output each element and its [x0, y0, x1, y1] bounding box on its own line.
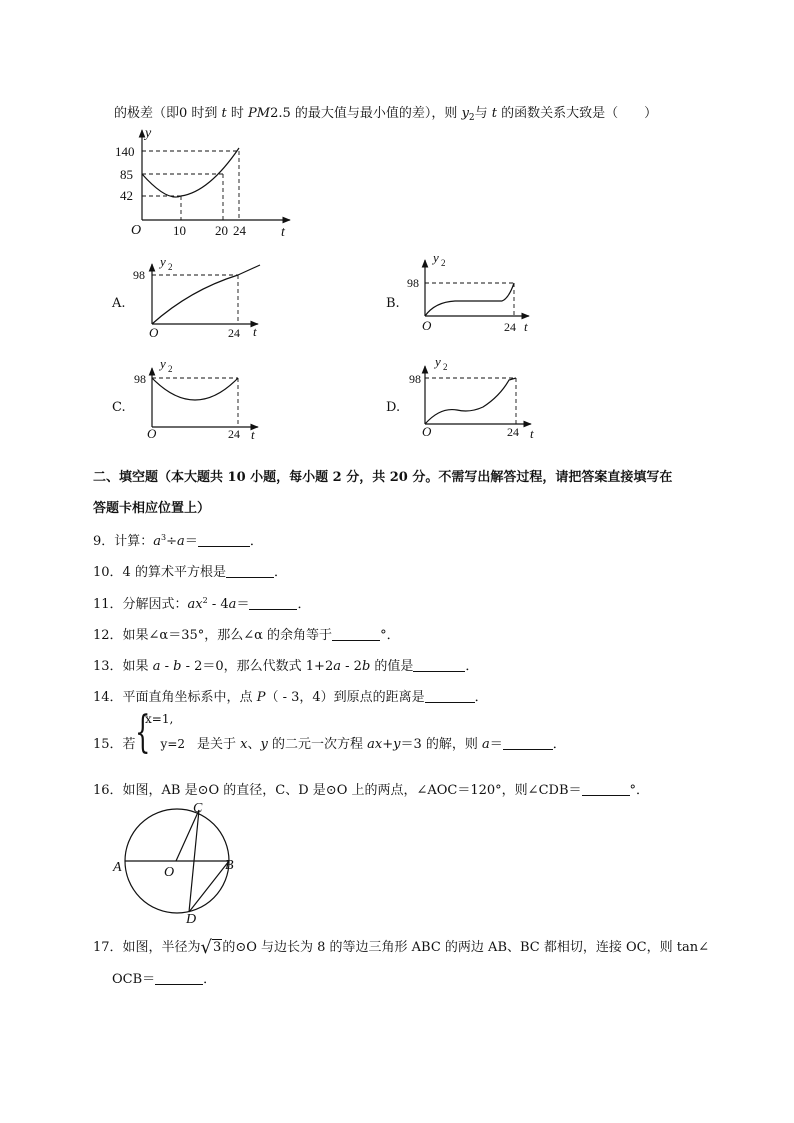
option-d-graph[interactable]	[405, 352, 545, 447]
question-15: 15．若 y=2 是关于 x、y 的二元一次方程 ax+y＝3 的解，则 a＝ ．	[93, 737, 566, 752]
y-axis-label: y	[145, 126, 152, 141]
x-tick-10: 10	[173, 223, 186, 238]
x-axis-label: t	[281, 225, 285, 240]
answer-blank-13[interactable]	[413, 659, 465, 672]
svg-text:y: y	[435, 354, 441, 369]
answer-blank-12[interactable]	[332, 628, 380, 641]
svg-text:2: 2	[168, 262, 173, 272]
question8-stem: 的极差（即0 时到 t 时 PM2.5 的最大值与最小值的差），则 $y_2$与 t 的函数关系大致是（ ）	[114, 106, 658, 123]
question-13: 13．如果 a - b - 2＝0，那么代数式 1+2a - 2b 的值是 ．	[93, 659, 479, 674]
question-10: 10．4 的算术平方根是 ．	[93, 565, 287, 580]
system-brace: {	[135, 707, 151, 758]
answer-blank-11[interactable]	[249, 597, 297, 610]
question-12: 12．如果∠α＝35°，那么∠α 的余角等于 °．	[93, 628, 400, 643]
section2-header-line1: 二、填空题（本大题共 10 小题，每小题 2 分，共 20 分。不需写出解答过程，请把答案直接填写在	[93, 470, 673, 485]
question-15-row1: x=1,	[145, 712, 174, 726]
svg-text:24: 24	[228, 427, 240, 441]
svg-text:2: 2	[443, 362, 448, 372]
svg-text:98: 98	[407, 276, 419, 290]
svg-text:O: O	[422, 424, 432, 439]
question-17-line2: OCB＝ ．	[112, 972, 217, 987]
point-a-label: A	[113, 860, 122, 875]
option-a-label[interactable]: A.	[112, 296, 126, 311]
circle-figure	[108, 798, 243, 928]
point-o-label: O	[164, 865, 175, 880]
option-a-graph[interactable]	[130, 250, 270, 345]
x-tick-20: 20	[215, 223, 228, 238]
option-c-label[interactable]: C.	[112, 400, 126, 415]
svg-text:t: t	[253, 324, 257, 339]
origin-label: O	[131, 223, 142, 238]
question-9: 9．计算：$a^3\div a=$ ．	[93, 533, 263, 549]
svg-text:98: 98	[409, 372, 421, 386]
main-curve	[142, 148, 239, 197]
question-16: 16．如图，AB 是⊙O 的直径，C、D 是⊙O 上的两点，∠AOC＝120°，则∠CDB＝ °．	[93, 783, 650, 798]
option-c-curve	[152, 378, 238, 400]
svg-text:2: 2	[441, 258, 446, 268]
question-14: 14．平面直角坐标系中，点 P（ - 3，4）到原点的距离是 ．	[93, 690, 488, 705]
answer-blank-17[interactable]	[155, 972, 203, 985]
svg-text:y: y	[160, 356, 166, 371]
y-tick-140: 140	[115, 144, 135, 159]
sqrt-symbol: √	[200, 937, 213, 958]
x-tick-24: 24	[233, 223, 246, 238]
svg-text:O: O	[422, 318, 432, 333]
option-d-curve	[425, 378, 516, 424]
option-b-curve	[425, 283, 514, 316]
svg-text:98: 98	[133, 268, 145, 282]
option-a-curve	[152, 265, 260, 324]
option-c-graph[interactable]	[130, 352, 270, 447]
y-tick-85: 85	[120, 167, 133, 182]
y-tick-42: 42	[120, 188, 133, 203]
svg-text:t: t	[524, 319, 528, 334]
answer-blank-16[interactable]	[582, 783, 630, 796]
section2-header-line2: 答题卡相应位置上）	[93, 501, 211, 516]
svg-text:y: y	[160, 254, 166, 269]
svg-text:2: 2	[168, 364, 173, 374]
svg-text:98: 98	[134, 372, 146, 386]
svg-text:O: O	[149, 325, 159, 340]
option-d-label[interactable]: D.	[386, 400, 401, 415]
point-c-label: C	[193, 801, 203, 816]
segment-oc	[176, 810, 199, 861]
svg-text:O: O	[147, 426, 157, 441]
main-graph	[105, 122, 305, 242]
svg-text:24: 24	[504, 320, 516, 334]
point-b-label: B	[225, 858, 234, 873]
svg-text:y: y	[433, 250, 439, 265]
question-11: 11．分解因式：$ax^2 - 4a=$ ．	[93, 596, 311, 612]
answer-blank-14[interactable]	[425, 690, 475, 703]
svg-text:t: t	[530, 426, 534, 441]
answer-blank-10[interactable]	[226, 565, 274, 578]
answer-blank-15[interactable]	[503, 737, 553, 750]
option-b-graph[interactable]	[405, 250, 540, 345]
option-b-label[interactable]: B.	[386, 296, 400, 311]
point-d-label: D	[186, 912, 197, 927]
svg-text:24: 24	[507, 425, 519, 439]
answer-blank-9[interactable]	[198, 534, 250, 547]
svg-text:t: t	[251, 427, 255, 442]
question-17-line1: 17．如图，半径为√3的⊙O 与边长为 8 的等边三角形 ABC 的两边 AB、BC 都相切，连接 OC，则 tan∠	[93, 937, 709, 958]
svg-text:24: 24	[228, 326, 240, 340]
